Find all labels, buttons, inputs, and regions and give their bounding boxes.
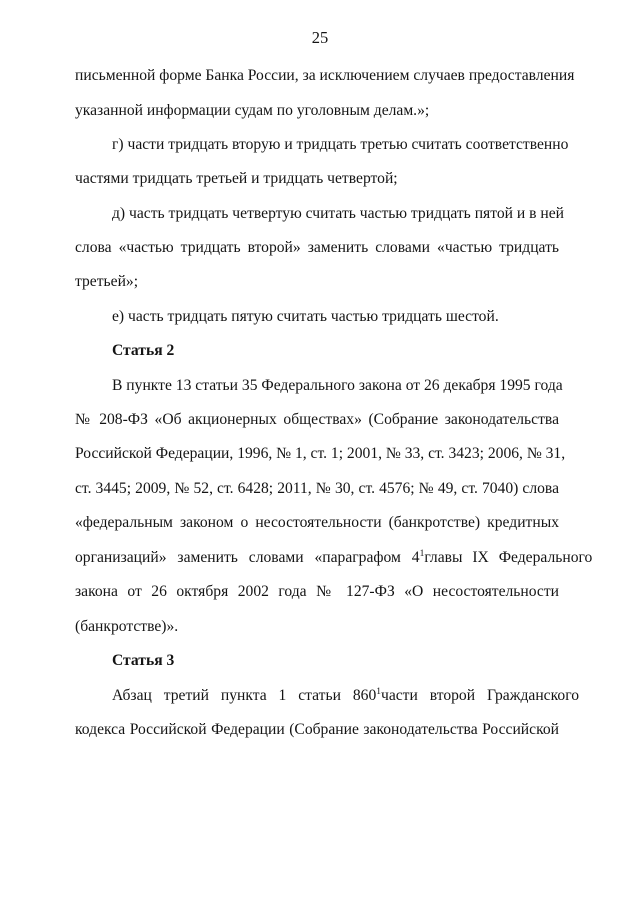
text-line bbox=[112, 686, 579, 706]
article-heading: Статья 2 bbox=[112, 342, 175, 359]
text-line: № 208-ФЗ «Об акционерных обществах» (Собрание законодательства bbox=[75, 411, 559, 428]
text-fragment bbox=[376, 686, 579, 706]
text-fragment bbox=[420, 548, 593, 568]
text-line: д) часть тридцать четвертую считать частью тридцать пятой и в ней bbox=[112, 205, 564, 222]
page-number: 25 bbox=[311, 28, 329, 47]
text-line: частями тридцать третьей и тридцать четвертой; bbox=[75, 170, 398, 187]
superscript: 1 bbox=[376, 687, 381, 697]
text-line: закона от 26 октября 2002 года № 127-ФЗ «О несостоятельности bbox=[75, 583, 559, 600]
article-heading: Статья 3 bbox=[112, 652, 175, 669]
text-line: ст. 3445; 2009, № 52, ст. 6428; 2011, № 30, ст. 4576; № 49, ст. 7040) слова bbox=[75, 480, 559, 497]
text-line: «федеральным законом о несостоятельности (банкротстве) кредитных bbox=[75, 514, 559, 531]
text-fragment: главы IX Федерального bbox=[424, 549, 593, 566]
text-fragment: организаций» заменить словами «параграфом 4 bbox=[75, 549, 420, 566]
text-line: третьей»; bbox=[75, 273, 139, 290]
text-line: В пункте 13 статьи 35 Федерального закона от 26 декабря 1995 года bbox=[112, 377, 563, 394]
text-line bbox=[75, 548, 593, 568]
text-line: слова «частью тридцать второй» заменить словами «частью тридцать bbox=[75, 239, 559, 256]
text-line: письменной форме Банка России, за исключением случаев предоставления bbox=[75, 67, 575, 84]
text-line: г) части тридцать вторую и тридцать третью считать соответственно bbox=[112, 136, 569, 153]
superscript: 1 bbox=[419, 549, 425, 559]
text-line: Российской Федерации, 1996, № 1, ст. 1; 2001, № 33, ст. 3423; 2006, № 31, bbox=[75, 445, 566, 462]
text-line: (банкротстве)». bbox=[75, 618, 179, 635]
text-fragment: части второй Гражданского bbox=[381, 687, 579, 704]
text-fragment: Абзац третий пункта 1 статьи 860 bbox=[112, 687, 377, 704]
text-line: указанной информации судам по уголовным делам.»; bbox=[75, 102, 430, 119]
text-line: е) часть тридцать пятую считать частью тридцать шестой. bbox=[112, 308, 499, 325]
text-line: кодекса Российской Федерации (Собрание законодательства Российской bbox=[75, 721, 559, 738]
